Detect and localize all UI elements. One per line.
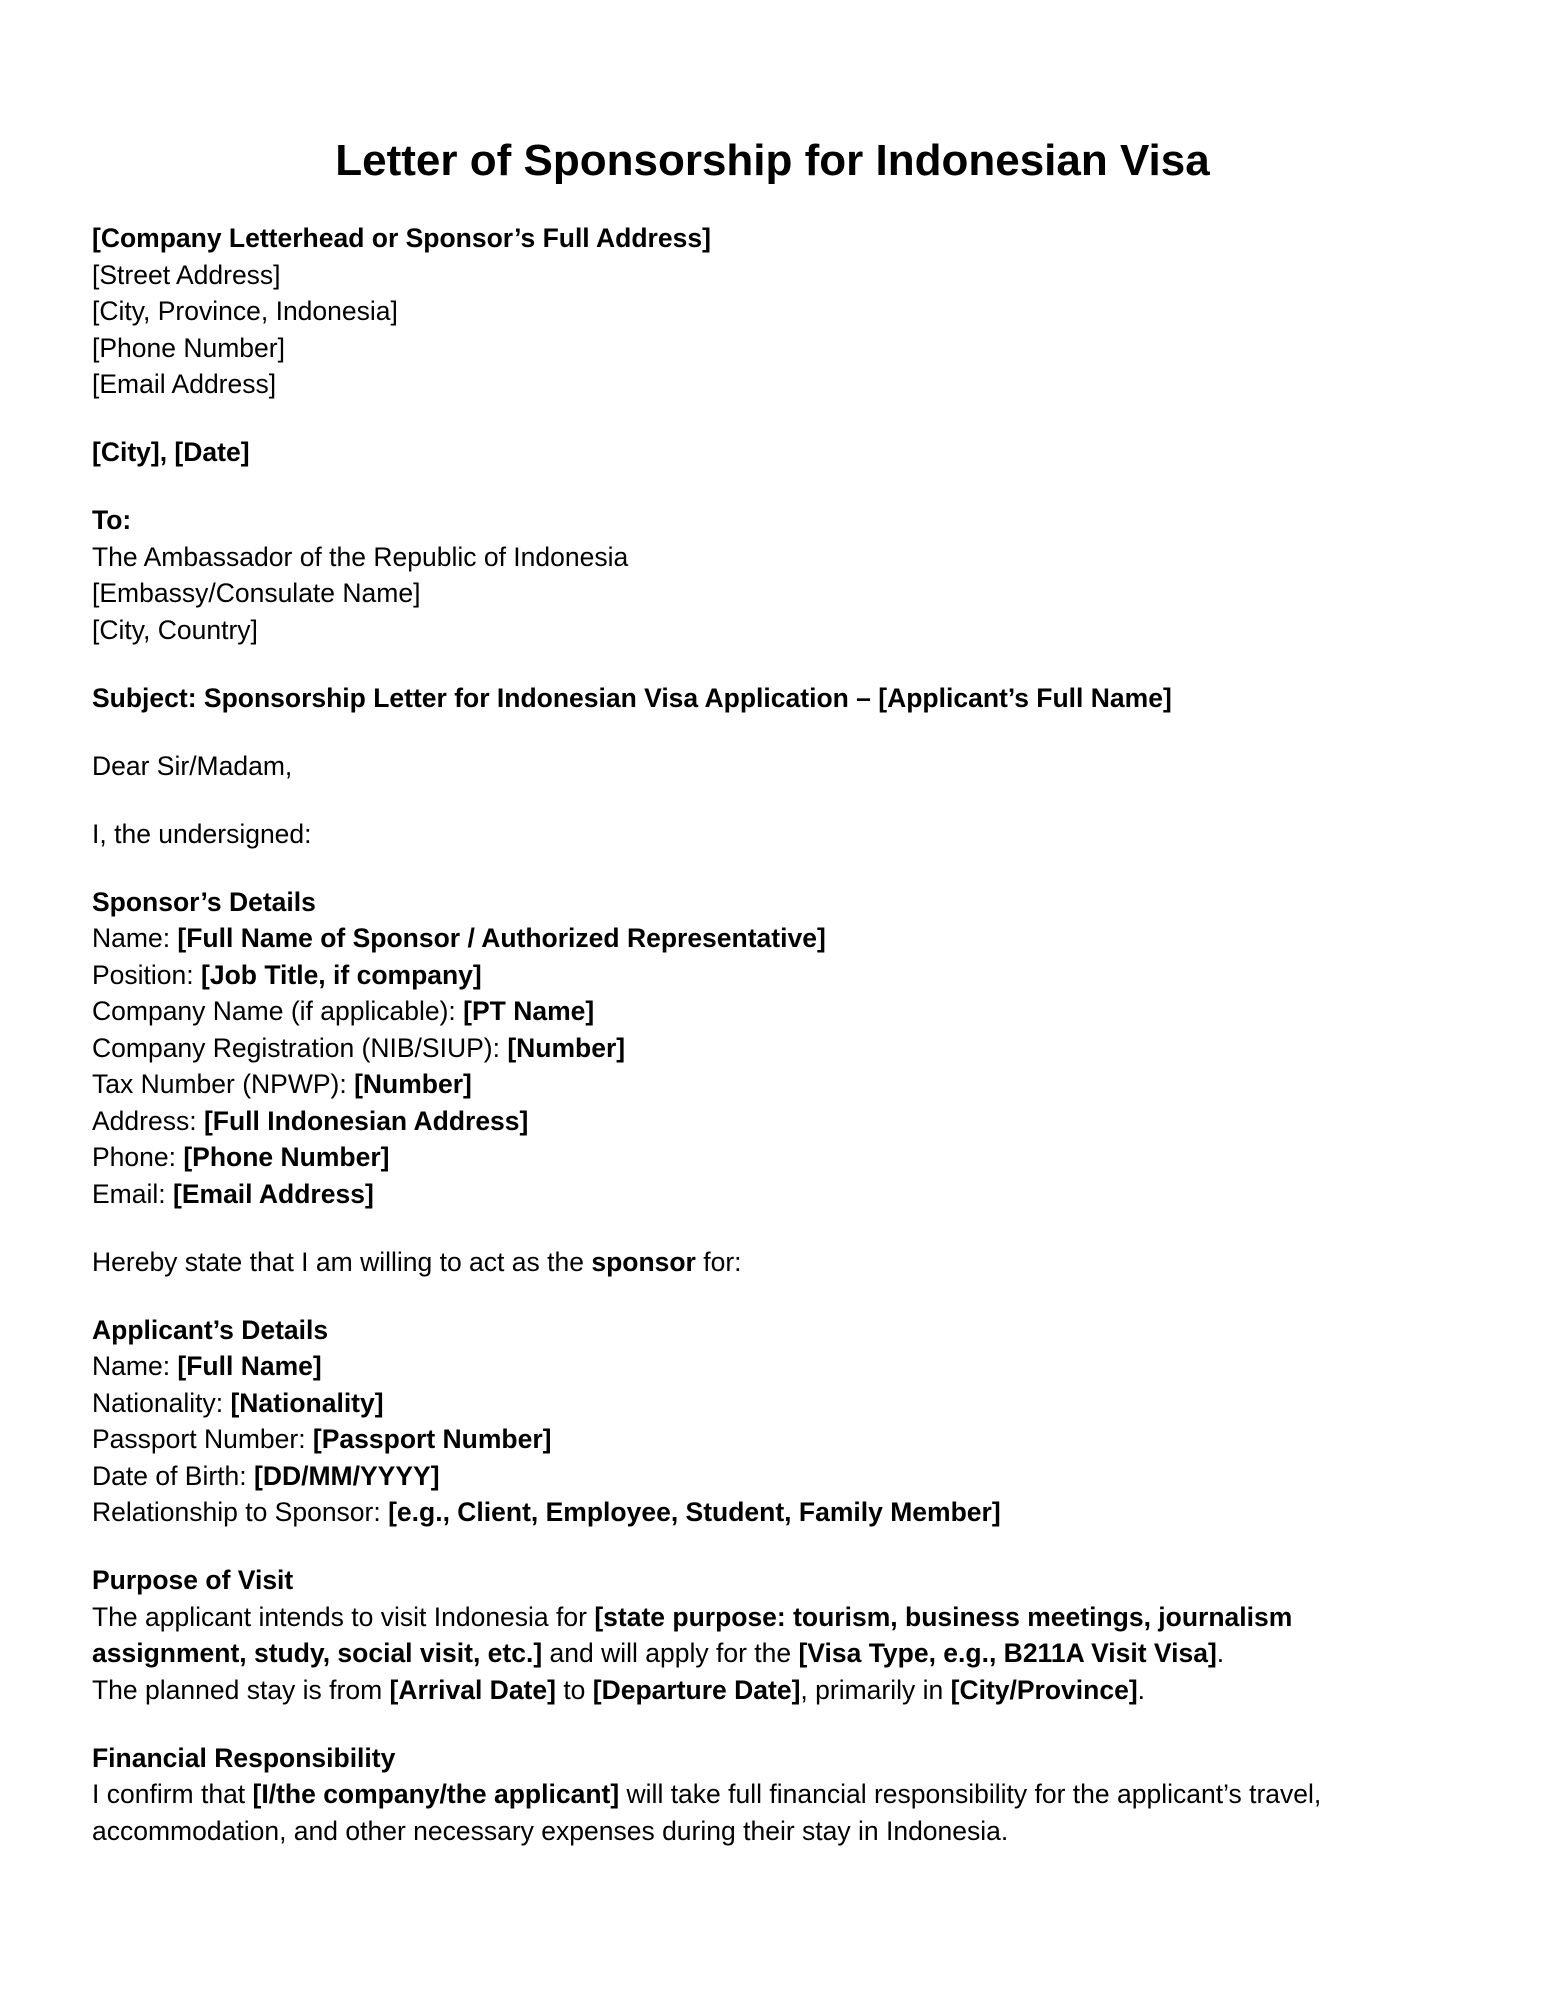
recipient-name: The Ambassador of the Republic of Indonesia <box>92 541 629 572</box>
field-value: [Passport Number] <box>312 1424 552 1454</box>
field-value: [PT Name] <box>463 996 595 1026</box>
field-row <box>92 1066 1472 1103</box>
salutation: Dear Sir/Madam, <box>92 750 293 781</box>
financial-text <box>92 1776 1472 1849</box>
phone-number: [Phone Number] <box>92 332 285 363</box>
field-row <box>92 1030 1472 1067</box>
statement-after: for: <box>695 1246 742 1277</box>
field-label: Relationship to Sponsor: <box>92 1497 389 1527</box>
text-segment: accommodation, and other necessary expenses during their stay in Indonesia. <box>92 1815 1009 1846</box>
place-date-block <box>92 434 1472 471</box>
financial-heading: Financial Responsibility <box>92 1742 396 1773</box>
financial-block <box>92 1740 1472 1850</box>
field-value: [DD/MM/YYYY] <box>254 1460 440 1491</box>
field-value: [Email Address] <box>173 1178 374 1209</box>
field-row <box>92 1385 1472 1422</box>
text-segment: to <box>555 1674 593 1705</box>
recipient-block <box>92 502 1472 648</box>
field-row <box>92 1458 1472 1495</box>
letter-body <box>92 220 1472 1881</box>
statement-text <box>92 1244 1472 1281</box>
field-label: Company Name (if applicable): <box>92 996 464 1026</box>
intro-text: I, the undersigned: <box>92 818 312 849</box>
text-segment: will take full financial responsibility for the applicant’s travel, <box>619 1779 1322 1809</box>
intro-block <box>92 816 1472 853</box>
field-label: Date of Birth: <box>92 1460 255 1491</box>
street-address: [Street Address] <box>92 259 281 290</box>
text-line <box>92 1813 1472 1850</box>
text-segment: , primarily in <box>800 1674 951 1705</box>
applicant-fields <box>92 1348 1472 1531</box>
field-value: [Nationality] <box>230 1387 384 1418</box>
field-label: Phone: <box>92 1142 184 1172</box>
field-row <box>92 1176 1472 1213</box>
field-value: [Full Indonesian Address] <box>203 1105 529 1136</box>
text-line <box>92 1635 1472 1672</box>
purpose-text <box>92 1599 1472 1709</box>
field-value: [Job Title, if company] <box>201 959 482 990</box>
city-province: [City, Province, Indonesia] <box>92 296 398 326</box>
text-segment: I confirm that <box>92 1779 253 1809</box>
field-label: Email: <box>92 1178 173 1209</box>
field-row <box>92 1494 1472 1531</box>
field-value: [Full Name of Sponsor / Authorized Representative] <box>177 923 826 953</box>
purpose-block <box>92 1562 1472 1708</box>
field-label: Tax Number (NPWP): <box>92 1069 355 1099</box>
text-line <box>92 1599 1472 1636</box>
text-line <box>92 1672 1472 1709</box>
text-segment: The planned stay is from <box>92 1674 390 1705</box>
subject-block <box>92 680 1472 717</box>
field-row <box>92 920 1472 957</box>
field-value: [e.g., Client, Employee, Student, Family Member] <box>388 1497 1001 1527</box>
place-date: [City], [Date] <box>92 437 250 467</box>
field-label: Name: <box>92 1351 178 1381</box>
field-row <box>92 957 1472 994</box>
field-label: Position: <box>92 959 202 990</box>
bold-segment: [City/Province] <box>950 1674 1138 1705</box>
field-row <box>92 1139 1472 1176</box>
text-segment: and will apply for the <box>542 1638 799 1668</box>
field-row <box>92 1421 1472 1458</box>
sponsor-details-block <box>92 884 1472 1213</box>
field-row <box>92 1103 1472 1140</box>
field-label: Address: <box>92 1105 204 1136</box>
sponsor-details-heading: Sponsor’s Details <box>92 886 316 917</box>
applicant-details-block <box>92 1312 1472 1531</box>
recipient-label: To: <box>92 505 132 535</box>
field-value: [Full Name] <box>177 1351 322 1381</box>
field-value: [Number] <box>354 1069 472 1099</box>
subject-line: Subject: Sponsorship Letter for Indonesian Visa Application – [Applicant’s Full Name] <box>92 682 1172 713</box>
statement-before: Hereby state that I am willing to act as the <box>92 1246 592 1277</box>
field-label: Company Registration (NIB/SIUP): <box>92 1032 508 1063</box>
applicant-details-heading: Applicant’s Details <box>92 1314 329 1345</box>
field-value: [Number] <box>507 1032 626 1063</box>
purpose-heading: Purpose of Visit <box>92 1565 294 1595</box>
statement-block <box>92 1244 1472 1281</box>
field-row <box>92 1348 1472 1385</box>
field-value: [Phone Number] <box>183 1142 390 1172</box>
bold-segment: [Departure Date] <box>592 1674 801 1705</box>
field-label: Name: <box>92 923 178 953</box>
email-address: [Email Address] <box>92 369 277 399</box>
bold-segment: [state purpose: tourism, business meetings, journalism <box>594 1601 1293 1632</box>
bold-segment: assignment, study, social visit, etc.] <box>92 1638 543 1668</box>
document-title: Letter of Sponsorship for Indonesian Visa <box>335 136 1210 185</box>
field-label: Passport Number: <box>92 1424 313 1454</box>
recipient-location: [City, Country] <box>92 614 258 645</box>
statement-sponsor-bold: sponsor <box>591 1246 696 1277</box>
letterhead-block <box>92 220 1472 403</box>
text-segment: The applicant intends to visit Indonesia for <box>92 1601 595 1632</box>
text-segment: . <box>1137 1674 1146 1705</box>
salutation-block <box>92 748 1472 785</box>
bold-segment: [Arrival Date] <box>389 1674 556 1705</box>
recipient-embassy: [Embassy/Consulate Name] <box>92 578 421 608</box>
field-row <box>92 993 1472 1030</box>
sponsor-fields <box>92 920 1472 1212</box>
field-label: Nationality: <box>92 1387 231 1418</box>
bold-segment: [Visa Type, e.g., B211A Visit Visa] <box>798 1638 1217 1668</box>
bold-segment: [I/the company/the applicant] <box>252 1779 620 1809</box>
text-line <box>92 1776 1472 1813</box>
letterhead-heading: [Company Letterhead or Sponsor’s Full Address] <box>92 223 711 253</box>
text-segment: . <box>1216 1638 1225 1668</box>
